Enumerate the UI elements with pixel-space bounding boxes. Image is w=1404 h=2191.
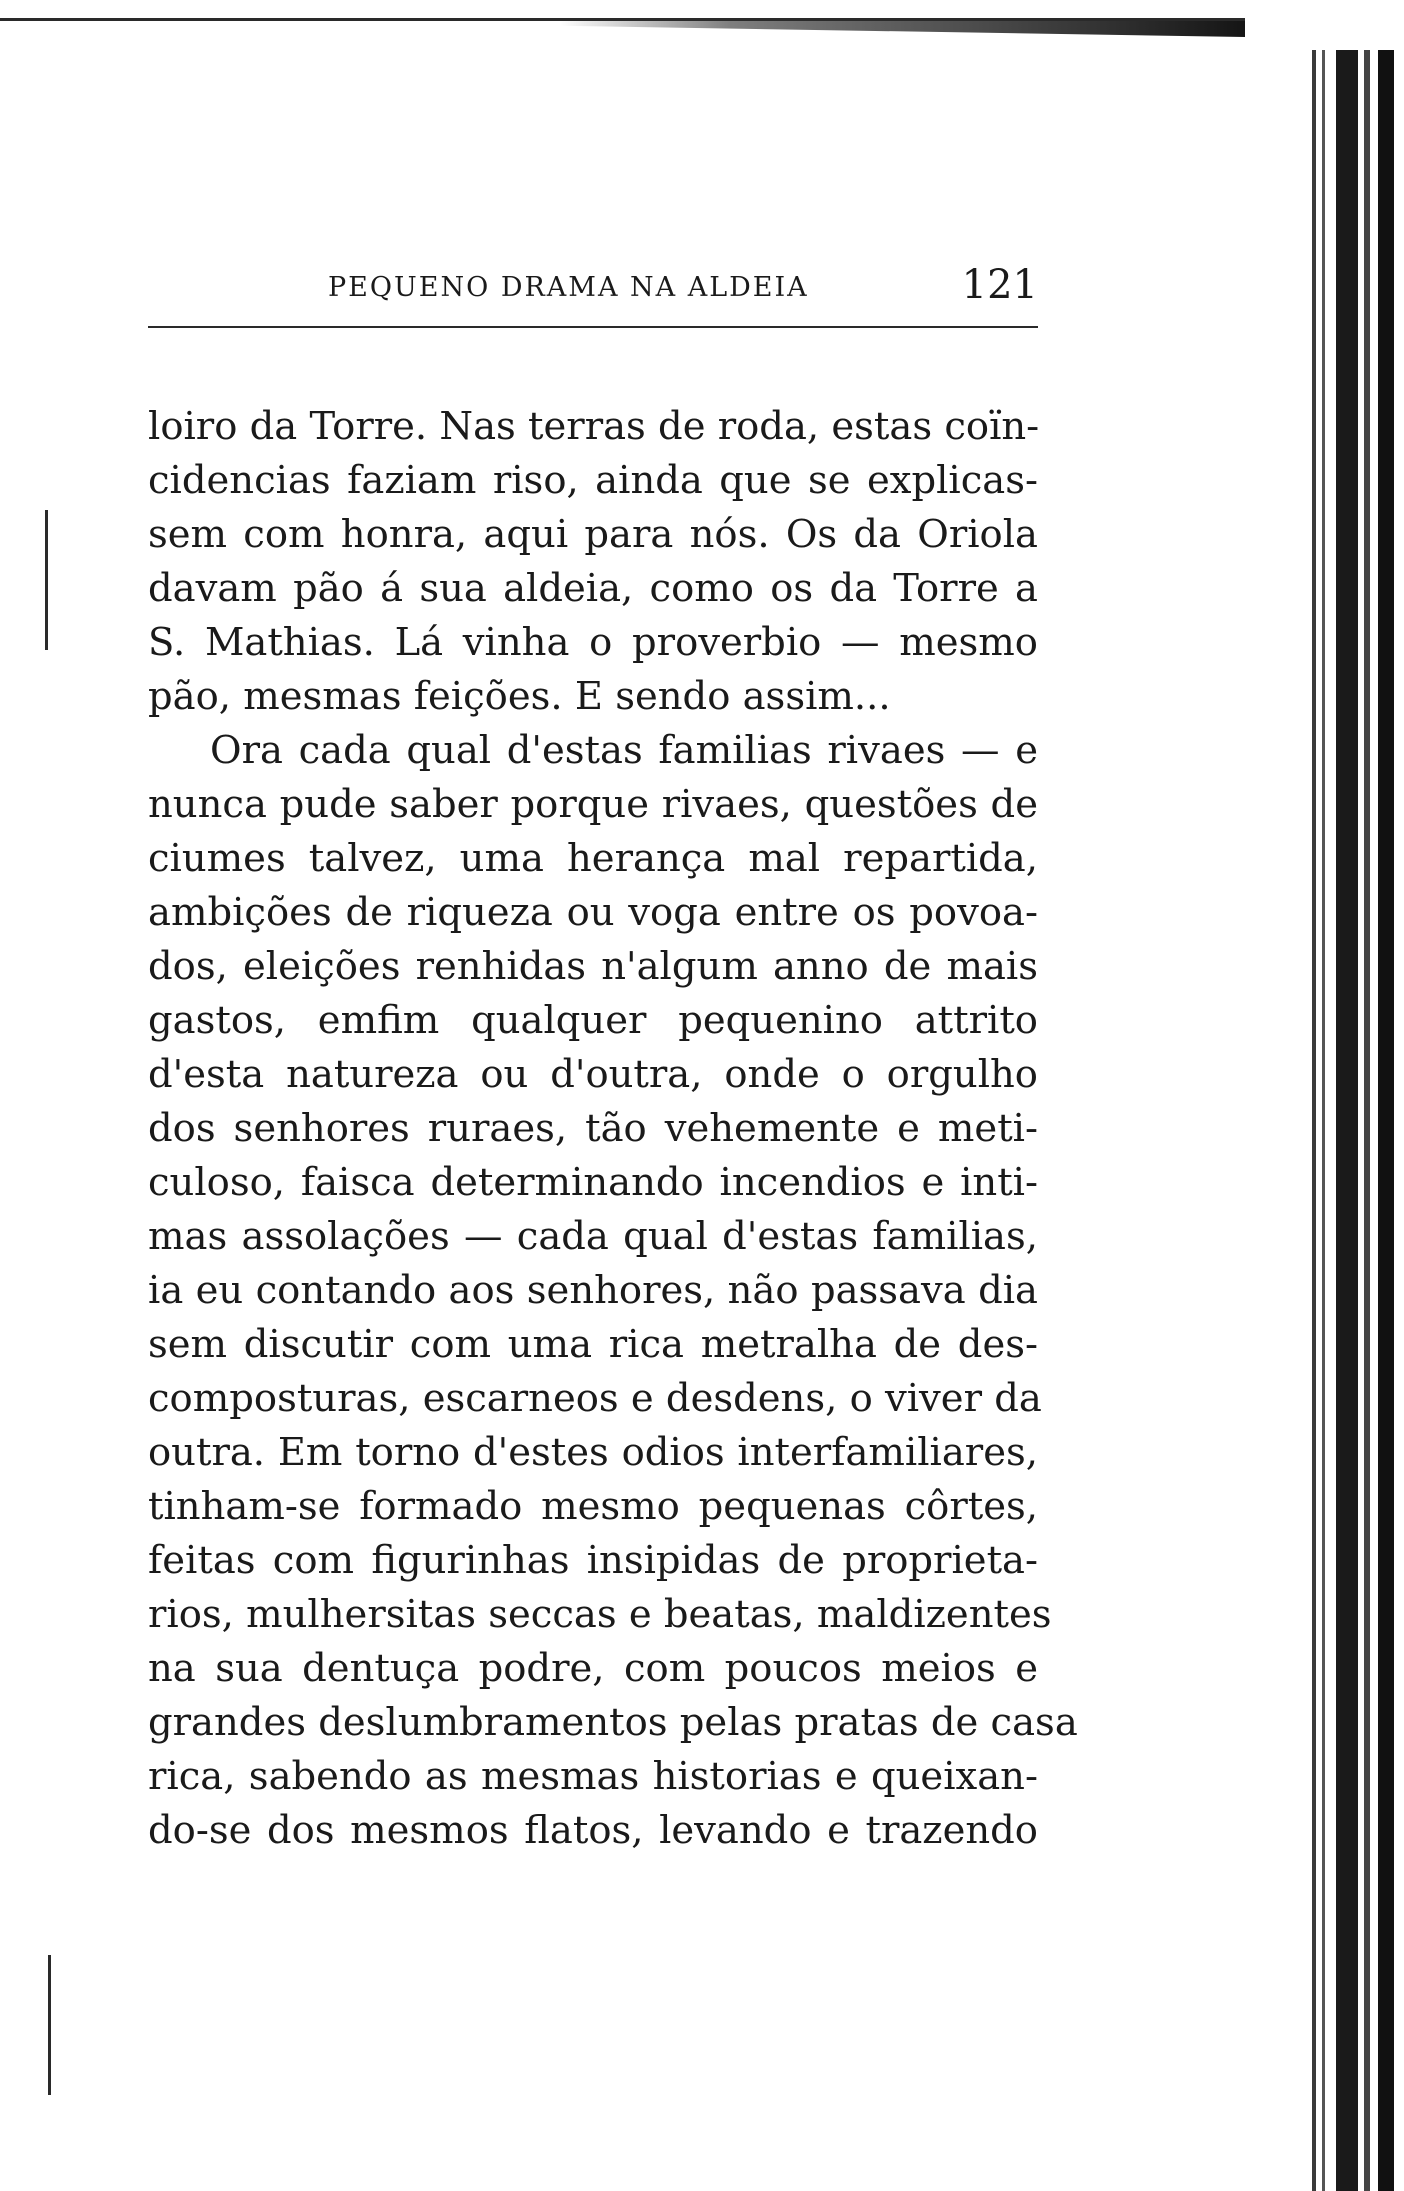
text-line: loiro da Torre. Nas terras de roda, estas coïn- (148, 404, 1040, 449)
text-line: grandes deslumbramentos pelas pratas de casa (148, 1700, 1078, 1745)
text-line: mas assolações — cada qual d'estas familias, (148, 1214, 1038, 1259)
text-line: gastos, emfim qualquer pequenino attrito (148, 998, 1038, 1043)
text-line: davam pão á sua aldeia, como os da Torre a (148, 566, 1038, 611)
text-line: do-se dos mesmos flatos, levando e trazendo (148, 1808, 1038, 1853)
text-line: outra. Em torno d'estes odios interfamiliares, (148, 1430, 1038, 1475)
text-line: dos senhores ruraes, tão vehemente e meti- (148, 1106, 1038, 1151)
running-title: PEQUENO DRAMA NA ALDEIA (328, 272, 809, 303)
header-rule (148, 326, 1038, 328)
text-line: tinham-se formado mesmo pequenas côrtes, (148, 1484, 1038, 1529)
text-line: sem discutir com uma rica metralha de des- (148, 1322, 1038, 1367)
text-line: rios, mulhersitas seccas e beatas, maldizentes (148, 1592, 1052, 1637)
text-line: composturas, escarneos e desdens, o viver da (148, 1376, 1042, 1421)
text-line: ambições de riqueza ou voga entre os povoa- (148, 890, 1038, 935)
text-line: dos, eleições renhidas n'algum anno de mais (148, 944, 1038, 989)
text-line: d'esta natureza ou d'outra, onde o orgulho (148, 1052, 1038, 1097)
paragraph (148, 724, 1078, 1858)
paragraph (148, 400, 1038, 724)
text-line: na sua dentuça podre, com poucos meios e (148, 1646, 1038, 1691)
text-line: ciumes talvez, uma herança mal repartida, (148, 836, 1038, 881)
left-margin-mark (48, 1955, 51, 2095)
text-line: Ora cada qual d'estas familias rivaes — e (210, 728, 1038, 773)
top-edge-shadow (560, 21, 1245, 37)
left-margin-mark (45, 510, 48, 650)
text-line: nunca pude saber porque rivaes, questões de (148, 782, 1038, 827)
text-line: rica, sabendo as mesmas historias e queixan- (148, 1754, 1038, 1799)
page-number: 121 (961, 262, 1038, 308)
text-line: S. Mathias. Lá vinha o proverbio — mesmo (148, 620, 1038, 665)
binding-edge (1304, 0, 1404, 2191)
page-body (148, 400, 1078, 1858)
text-line: pão, mesmas feições. E sendo assim... (148, 674, 891, 719)
text-line: sem com honra, aqui para nós. Os da Oriola (148, 512, 1038, 557)
text-line: culoso, faisca determinando incendios e inti- (148, 1160, 1038, 1205)
text-line: feitas com figurinhas insipidas de proprieta- (148, 1538, 1038, 1583)
running-header (148, 248, 1038, 328)
text-line: cidencias faziam riso, ainda que se explicas- (148, 458, 1038, 503)
text-line: ia eu contando aos senhores, não passava dia (148, 1268, 1038, 1313)
